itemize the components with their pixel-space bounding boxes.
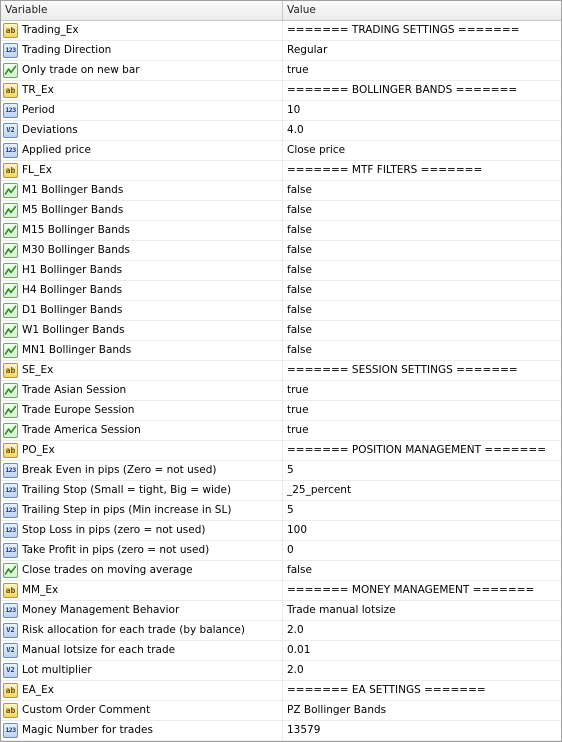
string-type-icon: ab <box>3 363 18 378</box>
variable-cell[interactable] <box>1 41 283 60</box>
value-cell[interactable]: PZ Bollinger Bands <box>287 704 387 716</box>
parameter-row[interactable] <box>1 61 561 81</box>
bool-type-icon <box>3 243 18 258</box>
variable-cell[interactable] <box>1 441 283 460</box>
variable-name: Trading_Ex <box>22 24 79 36</box>
value-cell[interactable]: true <box>287 404 309 416</box>
integer-type-icon: 123 <box>3 503 18 518</box>
variable-cell[interactable] <box>1 61 283 80</box>
value-cell[interactable]: ======= MONEY MANAGEMENT ======= <box>287 584 535 596</box>
string-type-icon: ab <box>3 703 18 718</box>
parameter-row[interactable] <box>1 381 561 401</box>
parameter-row[interactable] <box>1 301 561 321</box>
integer-type-icon: 123 <box>3 463 18 478</box>
value-cell[interactable]: _25_percent <box>287 484 352 496</box>
variable-name: EA_Ex <box>22 684 54 696</box>
value-cell[interactable]: 2.0 <box>287 664 304 676</box>
variable-cell[interactable] <box>1 361 283 380</box>
variable-name: Trade Europe Session <box>22 404 135 416</box>
variable-column-header[interactable]: Variable <box>1 1 283 20</box>
double-type-icon: V2 <box>3 643 18 658</box>
value-column-header[interactable]: Value <box>283 1 561 20</box>
value-cell[interactable]: 5 <box>287 504 294 516</box>
bool-type-icon <box>3 263 18 278</box>
variable-name: Trading Direction <box>22 44 112 56</box>
value-cell[interactable]: ======= TRADING SETTINGS ======= <box>287 24 520 36</box>
variable-name: TR_Ex <box>22 84 54 96</box>
variable-cell[interactable] <box>1 161 283 180</box>
parameter-row[interactable] <box>1 121 561 141</box>
variable-name: Take Profit in pips (zero = not used) <box>22 544 210 556</box>
parameter-row[interactable] <box>1 101 561 121</box>
value-cell[interactable]: true <box>287 64 309 76</box>
value-cell[interactable]: 13579 <box>287 724 321 736</box>
variable-name: D1 Bollinger Bands <box>22 304 123 316</box>
parameter-row[interactable] <box>1 581 561 601</box>
parameter-row[interactable] <box>1 501 561 521</box>
parameter-row[interactable] <box>1 201 561 221</box>
variable-name: Period <box>22 104 55 116</box>
variable-cell[interactable] <box>1 241 283 260</box>
variable-cell[interactable] <box>1 381 283 400</box>
integer-type-icon: 123 <box>3 603 18 618</box>
value-cell[interactable]: 0.01 <box>287 644 311 656</box>
string-type-icon: ab <box>3 23 18 38</box>
variable-name: Manual lotsize for each trade <box>22 644 176 656</box>
variable-name: Money Management Behavior <box>22 604 180 616</box>
parameter-row[interactable] <box>1 341 561 361</box>
double-type-icon: V2 <box>3 623 18 638</box>
variable-cell[interactable] <box>1 81 283 100</box>
variable-cell[interactable] <box>1 101 283 120</box>
parameter-row[interactable] <box>1 441 561 461</box>
variable-cell[interactable] <box>1 281 283 300</box>
value-cell[interactable]: ======= MTF FILTERS ======= <box>287 164 483 176</box>
variable-cell[interactable] <box>1 681 283 700</box>
value-cell[interactable]: ======= BOLLINGER BANDS ======= <box>287 84 518 96</box>
integer-type-icon: 123 <box>3 103 18 118</box>
string-type-icon: ab <box>3 443 18 458</box>
integer-type-icon: 123 <box>3 483 18 498</box>
variable-cell[interactable] <box>1 601 283 620</box>
bool-type-icon <box>3 183 18 198</box>
variable-cell[interactable] <box>1 721 283 740</box>
integer-type-icon: 123 <box>3 523 18 538</box>
parameter-row[interactable] <box>1 601 561 621</box>
parameter-rows <box>1 21 561 741</box>
variable-cell[interactable] <box>1 141 283 160</box>
variable-name: FL_Ex <box>22 164 52 176</box>
variable-cell[interactable] <box>1 201 283 220</box>
variable-name: PO_Ex <box>22 444 55 456</box>
value-cell[interactable]: ======= POSITION MANAGEMENT ======= <box>287 444 546 456</box>
value-cell[interactable]: false <box>287 184 312 196</box>
value-cell[interactable]: false <box>287 344 312 356</box>
value-cell[interactable]: false <box>287 224 312 236</box>
variable-name: Trade America Session <box>22 424 141 436</box>
bool-type-icon <box>3 63 18 78</box>
variable-cell[interactable] <box>1 261 283 280</box>
parameter-row[interactable] <box>1 41 561 61</box>
variable-cell[interactable] <box>1 621 283 640</box>
bool-type-icon <box>3 203 18 218</box>
value-cell[interactable]: ======= EA SETTINGS ======= <box>287 684 486 696</box>
value-cell[interactable]: false <box>287 324 312 336</box>
value-cell[interactable]: true <box>287 384 309 396</box>
variable-name: Break Even in pips (Zero = not used) <box>22 464 217 476</box>
variable-name: Applied price <box>22 144 91 156</box>
variable-name: Custom Order Comment <box>22 704 151 716</box>
parameter-row[interactable] <box>1 161 561 181</box>
bool-type-icon <box>3 283 18 298</box>
parameter-row[interactable] <box>1 521 561 541</box>
variable-name: H4 Bollinger Bands <box>22 284 123 296</box>
parameter-row[interactable] <box>1 721 561 741</box>
variable-cell[interactable] <box>1 661 283 680</box>
integer-type-icon: 123 <box>3 143 18 158</box>
bool-type-icon <box>3 323 18 338</box>
value-cell[interactable]: 100 <box>287 524 308 536</box>
parameter-row[interactable] <box>1 401 561 421</box>
value-cell[interactable]: 5 <box>287 464 294 476</box>
variable-name: SE_Ex <box>22 364 54 376</box>
integer-type-icon: 123 <box>3 543 18 558</box>
variable-cell[interactable] <box>1 461 283 480</box>
value-cell[interactable]: false <box>287 304 312 316</box>
value-cell[interactable]: false <box>287 204 312 216</box>
variable-cell[interactable] <box>1 181 283 200</box>
parameter-row[interactable] <box>1 541 561 561</box>
variable-name: M1 Bollinger Bands <box>22 184 124 196</box>
variable-name: Close trades on moving average <box>22 564 193 576</box>
integer-type-icon: 123 <box>3 43 18 58</box>
parameter-row[interactable] <box>1 21 561 41</box>
value-cell[interactable]: Trade manual lotsize <box>287 604 396 616</box>
parameter-row[interactable] <box>1 701 561 721</box>
value-cell[interactable]: 2.0 <box>287 624 304 636</box>
variable-cell[interactable] <box>1 481 283 500</box>
variable-name: Deviations <box>22 124 78 136</box>
variable-name: M30 Bollinger Bands <box>22 244 130 256</box>
variable-name: Stop Loss in pips (zero = not used) <box>22 524 206 536</box>
parameter-row[interactable] <box>1 221 561 241</box>
variable-cell[interactable] <box>1 541 283 560</box>
variable-name: M15 Bollinger Bands <box>22 224 130 236</box>
parameter-row[interactable] <box>1 481 561 501</box>
bool-type-icon <box>3 403 18 418</box>
value-cell[interactable]: Close price <box>287 144 346 156</box>
variable-name: Only trade on new bar <box>22 64 140 76</box>
variable-cell[interactable] <box>1 21 283 40</box>
variable-name: Magic Number for trades <box>22 724 153 736</box>
value-cell[interactable]: false <box>287 264 312 276</box>
value-cell[interactable]: false <box>287 244 312 256</box>
value-cell[interactable]: false <box>287 284 312 296</box>
value-cell[interactable]: false <box>287 564 312 576</box>
variable-cell[interactable] <box>1 321 283 340</box>
variable-name: Lot multiplier <box>22 664 92 676</box>
variable-name: Trailing Step in pips (Min increase in SL) <box>22 504 232 516</box>
string-type-icon: ab <box>3 163 18 178</box>
parameter-row[interactable] <box>1 461 561 481</box>
variable-cell[interactable] <box>1 301 283 320</box>
variable-name: H1 Bollinger Bands <box>22 264 123 276</box>
parameter-row[interactable] <box>1 181 561 201</box>
bool-type-icon <box>3 383 18 398</box>
variable-cell[interactable] <box>1 221 283 240</box>
variable-cell[interactable] <box>1 121 283 140</box>
variable-name: M5 Bollinger Bands <box>22 204 124 216</box>
double-type-icon: V2 <box>3 123 18 138</box>
variable-cell[interactable] <box>1 561 283 580</box>
column-header <box>1 1 561 21</box>
parameter-row[interactable] <box>1 621 561 641</box>
bool-type-icon <box>3 223 18 238</box>
bool-type-icon <box>3 303 18 318</box>
bool-type-icon <box>3 563 18 578</box>
parameter-row[interactable] <box>1 561 561 581</box>
value-cell[interactable]: true <box>287 424 309 436</box>
integer-type-icon: 123 <box>3 723 18 738</box>
variable-name: W1 Bollinger Bands <box>22 324 125 336</box>
parameter-row[interactable] <box>1 421 561 441</box>
variable-cell[interactable] <box>1 341 283 360</box>
variable-cell[interactable] <box>1 701 283 720</box>
double-type-icon: V2 <box>3 663 18 678</box>
variable-name: MM_Ex <box>22 584 59 596</box>
variable-cell[interactable] <box>1 581 283 600</box>
parameter-row[interactable] <box>1 141 561 161</box>
value-cell[interactable]: Regular <box>287 44 328 56</box>
value-cell[interactable]: ======= SESSION SETTINGS ======= <box>287 364 518 376</box>
string-type-icon: ab <box>3 583 18 598</box>
string-type-icon: ab <box>3 683 18 698</box>
variable-name: MN1 Bollinger Bands <box>22 344 132 356</box>
variable-cell[interactable] <box>1 421 283 440</box>
string-type-icon: ab <box>3 83 18 98</box>
variable-name: Trailing Stop (Small = tight, Big = wide) <box>22 484 232 496</box>
parameter-row[interactable] <box>1 241 561 261</box>
value-cell[interactable]: 0 <box>287 544 294 556</box>
parameter-row[interactable] <box>1 361 561 381</box>
variable-name: Trade Asian Session <box>22 384 127 396</box>
parameter-row[interactable] <box>1 81 561 101</box>
parameter-row[interactable] <box>1 321 561 341</box>
parameter-row[interactable] <box>1 661 561 681</box>
bool-type-icon <box>3 423 18 438</box>
parameter-row[interactable] <box>1 641 561 661</box>
parameter-row[interactable] <box>1 281 561 301</box>
variable-cell[interactable] <box>1 641 283 660</box>
value-cell[interactable]: 10 <box>287 104 301 116</box>
variable-name: Risk allocation for each trade (by balance) <box>22 624 245 636</box>
parameter-row[interactable] <box>1 681 561 701</box>
parameter-row[interactable] <box>1 261 561 281</box>
bool-type-icon <box>3 343 18 358</box>
variable-cell[interactable] <box>1 521 283 540</box>
value-cell[interactable]: 4.0 <box>287 124 304 136</box>
variable-cell[interactable] <box>1 501 283 520</box>
variable-cell[interactable] <box>1 401 283 420</box>
